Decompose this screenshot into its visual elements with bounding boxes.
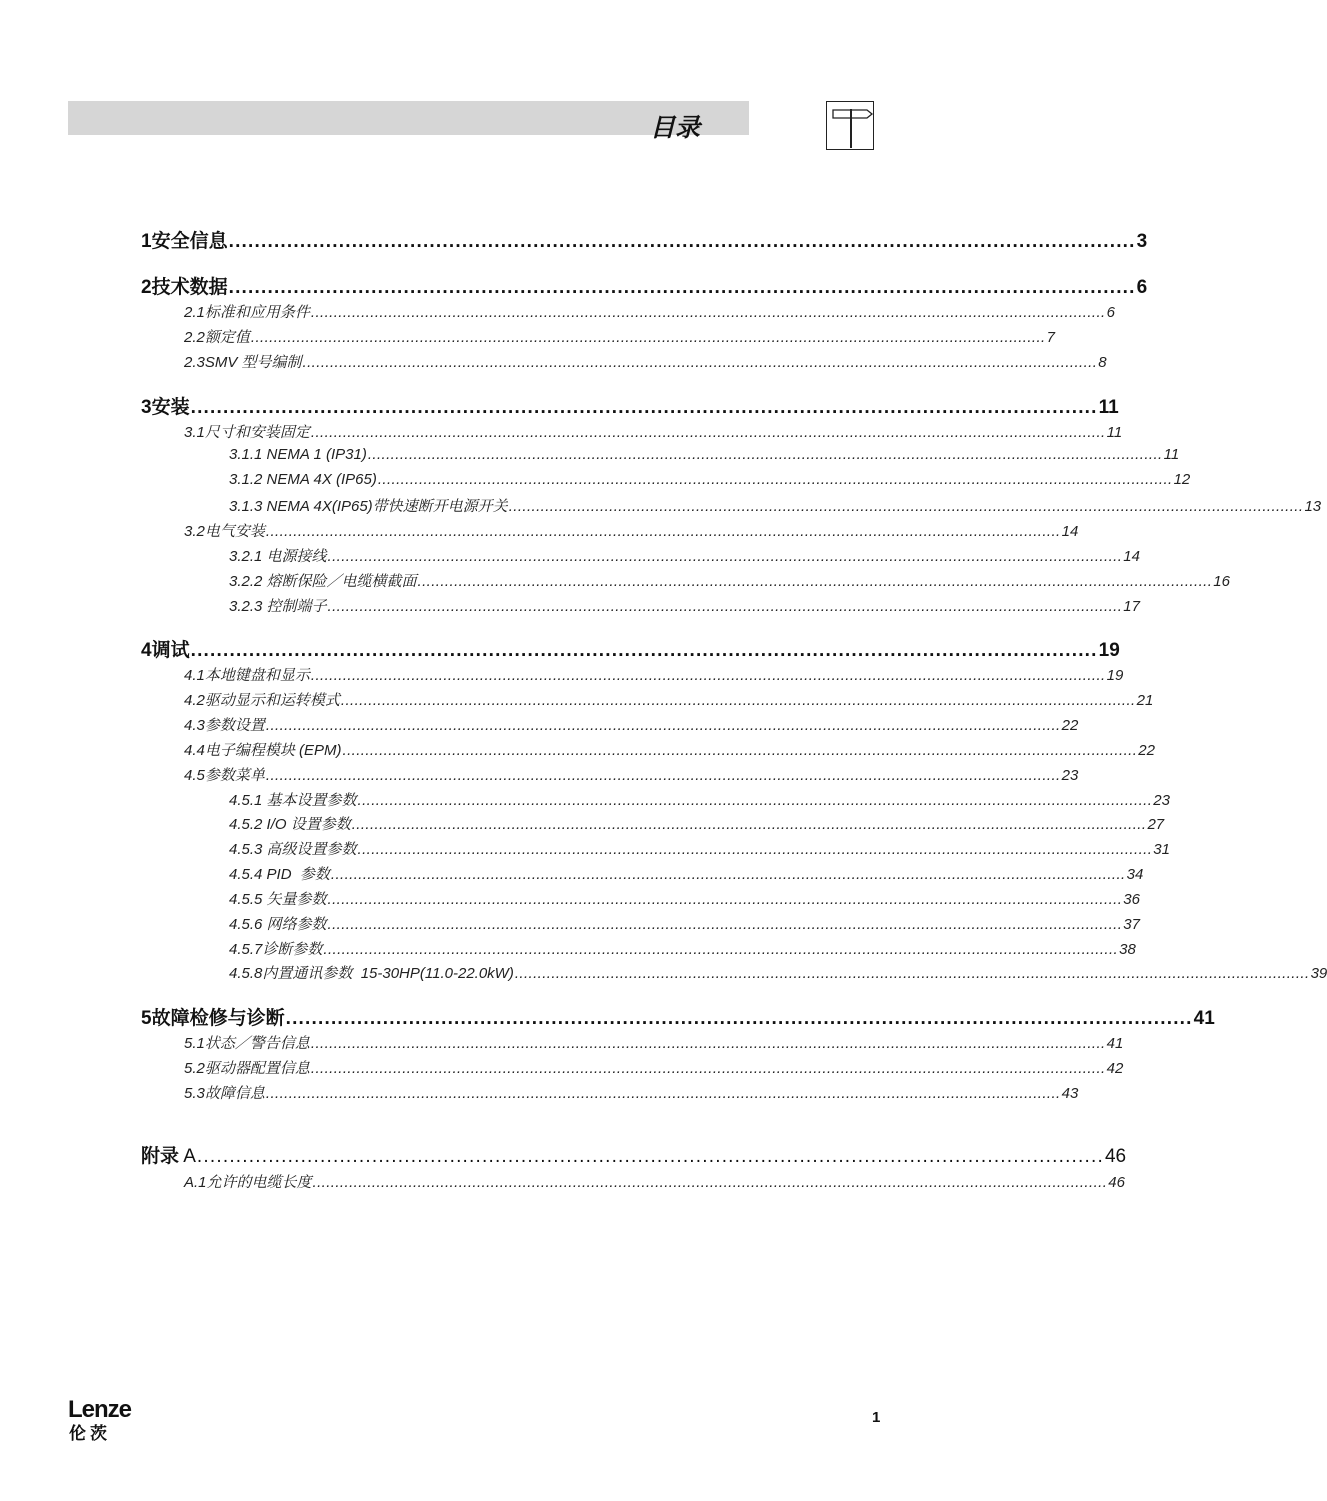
toc-chapter-number: 3 xyxy=(141,397,152,418)
toc-leader-dots: .............................................................................................................................................................................. xyxy=(250,329,1046,346)
toc-leader-dots: .............................................................................................................................................................................. xyxy=(265,767,1061,784)
toc-subsection-3-1-2[interactable] xyxy=(229,471,1191,488)
toc-subsection-label: 3.2.3 控制端子 xyxy=(229,598,327,615)
toc-leader-dots: .............................................................................................................................................................................. xyxy=(514,965,1310,982)
toc-section-number: 4.1 xyxy=(184,667,205,684)
toc-leader-dots: .............................................................................................................................................................................. xyxy=(330,866,1126,883)
toc-page-number: 31 xyxy=(1153,841,1170,858)
toc-page-number: 11 xyxy=(1106,424,1123,441)
toc-subsection-4-5-4[interactable] xyxy=(229,863,1144,884)
toc-page-number: 11 xyxy=(1163,446,1180,463)
toc-leader-dots: .............................................................................................................................................................................. xyxy=(508,498,1304,515)
toc-page-number: 8 xyxy=(1098,354,1107,371)
toc-page-number: 36 xyxy=(1123,891,1140,908)
toc-section-3-1[interactable] xyxy=(184,421,1123,442)
toc-page-number: 13 xyxy=(1304,498,1322,515)
toc-chapter-number: 5 xyxy=(141,1008,152,1029)
toc-chapter-2[interactable] xyxy=(141,272,1148,299)
toc-subsection-3-1-3[interactable] xyxy=(229,495,1322,516)
toc-leader-dots: .............................................................................................................................................................................. xyxy=(357,792,1153,809)
toc-section-label: 额定值 xyxy=(204,329,250,346)
toc-section-label: 驱动显示和运转模式 xyxy=(204,692,340,709)
toc-section-a-1[interactable] xyxy=(184,1171,1125,1192)
toc-section-5-1[interactable] xyxy=(184,1032,1124,1053)
toc-subsection-label: 3.2.1 电源接线 xyxy=(229,548,327,565)
toc-page-number: 12 xyxy=(1173,471,1191,488)
toc-section-number: 4.2 xyxy=(184,692,205,709)
toc-page-number: 39 xyxy=(1310,965,1327,982)
toc-section-label: 状态／警告信息 xyxy=(204,1035,310,1052)
toc-subsection-3-1-1[interactable] xyxy=(229,446,1180,463)
toc-leader-dots: .............................................................................................................................................................................. xyxy=(327,548,1123,565)
toc-section-label: SMV 型号编制 xyxy=(204,354,302,371)
toc-subsection-4-5-6[interactable] xyxy=(229,913,1140,934)
toc-chapter-label: 安装 xyxy=(151,397,190,418)
toc-page-number: 6 xyxy=(1136,277,1148,298)
toc-page-number: 19 xyxy=(1098,640,1120,661)
toc-subsection-3-2-1[interactable] xyxy=(229,545,1140,566)
toc-leader-dots: .............................................................................................................................................................................. xyxy=(351,816,1147,833)
toc-section-number: 5.2 xyxy=(184,1060,205,1077)
toc-leader-dots: .............................................................................................................................................................................. xyxy=(340,692,1136,709)
toc-section-number: 4.5 xyxy=(184,767,205,784)
toc-subsection-3-2-2[interactable] xyxy=(229,570,1230,591)
toc-section-label: 电气安装 xyxy=(204,523,265,540)
toc-subsection-label: 3.1.3 NEMA 4X(IP65)带快速断开电源开关 xyxy=(229,498,508,515)
toc-subsection-label: 4.5.3 高级设置参数 xyxy=(229,841,357,858)
toc-section-label: 电子编程模块 (EPM) xyxy=(204,742,342,759)
toc-chapter-label: 技术数据 xyxy=(151,277,228,298)
toc-section-number: 5.3 xyxy=(184,1085,205,1102)
toc-subsection-label: 4.5.5 矢量参数 xyxy=(229,891,327,908)
toc-page-number: 11 xyxy=(1098,397,1119,418)
toc-leader-dots: .............................................................................................................................................................................. xyxy=(310,667,1106,684)
toc-section-4-5[interactable] xyxy=(184,764,1079,785)
toc-subsection-label: 4.5.8内置通讯参数 15-30HP(11.0-22.0kW) xyxy=(229,965,514,982)
toc-section-label: 允许的电缆长度 xyxy=(206,1174,312,1191)
toc-section-label: 故障信息 xyxy=(204,1085,265,1102)
toc-page-number: 34 xyxy=(1126,866,1144,883)
toc-subsection-label: 3.1.1 NEMA 1 (IP31) xyxy=(229,446,367,463)
toc-leader-dots: ............................................................................................................................................ xyxy=(228,231,1136,252)
toc-leader-dots: .............................................................................................................................................................................. xyxy=(367,446,1163,463)
toc-subsection-label: 3.2.2 熔断保险／电缆横截面 xyxy=(229,573,417,590)
toc-section-number: 4.3 xyxy=(184,717,205,734)
toc-chapter-label: 安全信息 xyxy=(151,231,228,252)
toc-subsection-4-5-2[interactable] xyxy=(229,813,1165,834)
toc-subsection-4-5-1[interactable] xyxy=(229,789,1170,810)
toc-chapter-number: 2 xyxy=(141,277,152,298)
toc-section-label: 驱动器配置信息 xyxy=(204,1060,310,1077)
toc-section-number: 5.1 xyxy=(184,1035,205,1052)
toc-section-label: 参数菜单 xyxy=(204,767,265,784)
toc-subsection-3-2-3[interactable] xyxy=(229,595,1140,616)
toc-page-number: 22 xyxy=(1061,717,1079,734)
toc-subsection-4-5-8[interactable] xyxy=(229,962,1327,983)
toc-chapter-1[interactable] xyxy=(141,226,1148,253)
toc-section-label: 本地键盘和显示 xyxy=(204,667,310,684)
toc-section-number: 2.2 xyxy=(184,329,205,346)
toc-page-number: 14 xyxy=(1061,523,1079,540)
page-number: 1 xyxy=(872,1409,881,1426)
toc-page-number: 21 xyxy=(1136,692,1154,709)
toc-subsection-label: 3.1.2 NEMA 4X (IP65) xyxy=(229,471,377,488)
toc-chapter-label: 调试 xyxy=(151,640,190,661)
toc-page-number: 7 xyxy=(1046,329,1055,346)
toc-page-number: 37 xyxy=(1123,916,1140,933)
toc-section-5-2[interactable] xyxy=(184,1057,1124,1078)
toc-page-number: 19 xyxy=(1106,667,1124,684)
toc-appendix[interactable] xyxy=(141,1141,1127,1168)
toc-leader-dots: .............................................................................................................................................................................. xyxy=(312,1174,1108,1191)
toc-subsection-label: 4.5.2 I/O 设置参数 xyxy=(229,816,351,833)
toc-chapter-3[interactable] xyxy=(141,392,1119,419)
toc-leader-dots: .............................................................................................................................................................................. xyxy=(310,424,1106,441)
toc-leader-dots: ............................................................................................................................................ xyxy=(285,1008,1193,1029)
toc-section-number: 3.2 xyxy=(184,523,205,540)
toc-appendix-letter: A xyxy=(179,1146,196,1167)
toc-page-number: 23 xyxy=(1061,767,1079,784)
toc-page-number: 16 xyxy=(1213,573,1230,590)
page-title: 目录 xyxy=(650,114,701,142)
toc-page-number: 23 xyxy=(1153,792,1170,809)
toc-subsection-4-5-3[interactable] xyxy=(229,838,1170,859)
toc-leader-dots: ............................................................................................................................................ xyxy=(190,397,1098,418)
toc-section-number: 2.3 xyxy=(184,354,205,371)
toc-section-number: 3.1 xyxy=(184,424,205,441)
toc-leader-dots: .............................................................................................................................................................................. xyxy=(327,598,1123,615)
toc-page-number: 38 xyxy=(1119,941,1136,958)
toc-section-4-4[interactable] xyxy=(184,739,1155,760)
toc-page-number: 42 xyxy=(1106,1060,1124,1077)
toc-section-5-3[interactable] xyxy=(184,1082,1079,1103)
toc-leader-dots: .............................................................................................................................................................................. xyxy=(310,304,1106,321)
toc-leader-dots: .............................................................................................................................................................................. xyxy=(417,573,1213,590)
toc-chapter-label: 故障检修与诊断 xyxy=(151,1008,285,1029)
toc-page-number: 6 xyxy=(1106,304,1115,321)
toc-section-4-1[interactable] xyxy=(184,664,1124,685)
toc-page-number: 46 xyxy=(1104,1146,1127,1167)
toc-section-2-2[interactable] xyxy=(184,326,1055,347)
toc-leader-dots: .............................................................................................................................................................................. xyxy=(302,354,1098,371)
toc-page-number: 14 xyxy=(1123,548,1140,565)
toc-section-3-2[interactable] xyxy=(184,520,1079,541)
toc-page-number: 41 xyxy=(1106,1035,1124,1052)
toc-section-2-1[interactable] xyxy=(184,301,1115,322)
toc-chapter-number: 1 xyxy=(141,231,152,252)
toc-page-number: 27 xyxy=(1147,816,1165,833)
toc-chapter-4[interactable] xyxy=(141,635,1120,662)
toc-page-number: 3 xyxy=(1136,231,1148,252)
toc-subsection-label: 4.5.6 网络参数 xyxy=(229,916,327,933)
toc-section-label: 参数设置 xyxy=(204,717,265,734)
toc-appendix-label: 附录 xyxy=(141,1146,180,1167)
toc-leader-dots: .............................................................................................................................................................................. xyxy=(265,1085,1061,1102)
toc-leader-dots: .............................................................................................................................................................................. xyxy=(357,841,1153,858)
toc-leader-dots: .............................................................................................................................................................................. xyxy=(265,717,1061,734)
header-bar xyxy=(68,101,749,135)
lenze-logo: Lenze xyxy=(68,1396,132,1423)
toc-page-number: 41 xyxy=(1193,1008,1215,1029)
toc-section-number: 4.4 xyxy=(184,742,205,759)
toc-page-number: 22 xyxy=(1138,742,1155,759)
toc-leader-dots: .............................................................................................................................................................................. xyxy=(310,1060,1106,1077)
toc-subsection-label: 4.5.1 基本设置参数 xyxy=(229,792,357,809)
toc-leader-dots: .............................................................................................................................................................................. xyxy=(342,742,1138,759)
toc-leader-dots: ............................................................................................................................................ xyxy=(190,640,1098,661)
toc-subsection-4-5-5[interactable] xyxy=(229,888,1140,909)
toc-section-4-3[interactable] xyxy=(184,714,1079,735)
toc-subsection-4-5-7[interactable] xyxy=(229,938,1136,959)
toc-page-number: 46 xyxy=(1108,1174,1125,1191)
toc-section-4-2[interactable] xyxy=(184,689,1154,710)
toc-leader-dots: .............................................................................................................................................................................. xyxy=(327,916,1123,933)
toc-leader-dots: .............................................................................................................................................................................. xyxy=(323,941,1119,958)
toc-leader-dots: ............................................................................................................................................ xyxy=(196,1146,1104,1167)
toc-leader-dots: .............................................................................................................................................................................. xyxy=(265,523,1061,540)
toc-chapter-number: 4 xyxy=(141,640,152,661)
toc-subsection-label: 4.5.4 PID 参数 xyxy=(229,866,330,883)
toc-section-2-3[interactable] xyxy=(184,351,1107,372)
toc-section-label: 尺寸和安装固定 xyxy=(204,424,310,441)
toc-section-label: 标准和应用条件 xyxy=(204,304,310,321)
toc-section-number: A.1 xyxy=(184,1174,207,1191)
toc-leader-dots: .............................................................................................................................................................................. xyxy=(377,471,1173,488)
toc-section-number: 2.1 xyxy=(184,304,205,321)
toc-page-number: 17 xyxy=(1123,598,1140,615)
lenze-logo-chinese: 伦茨 xyxy=(69,1424,111,1443)
toc-chapter-5[interactable] xyxy=(141,1003,1215,1030)
signpost-icon xyxy=(826,101,874,150)
toc-page-number: 43 xyxy=(1061,1085,1079,1102)
toc-leader-dots: .............................................................................................................................................................................. xyxy=(310,1035,1106,1052)
toc-subsection-label: 4.5.7诊断参数 xyxy=(229,941,323,958)
toc-leader-dots: ............................................................................................................................................ xyxy=(228,277,1136,298)
toc-leader-dots: .............................................................................................................................................................................. xyxy=(327,891,1123,908)
